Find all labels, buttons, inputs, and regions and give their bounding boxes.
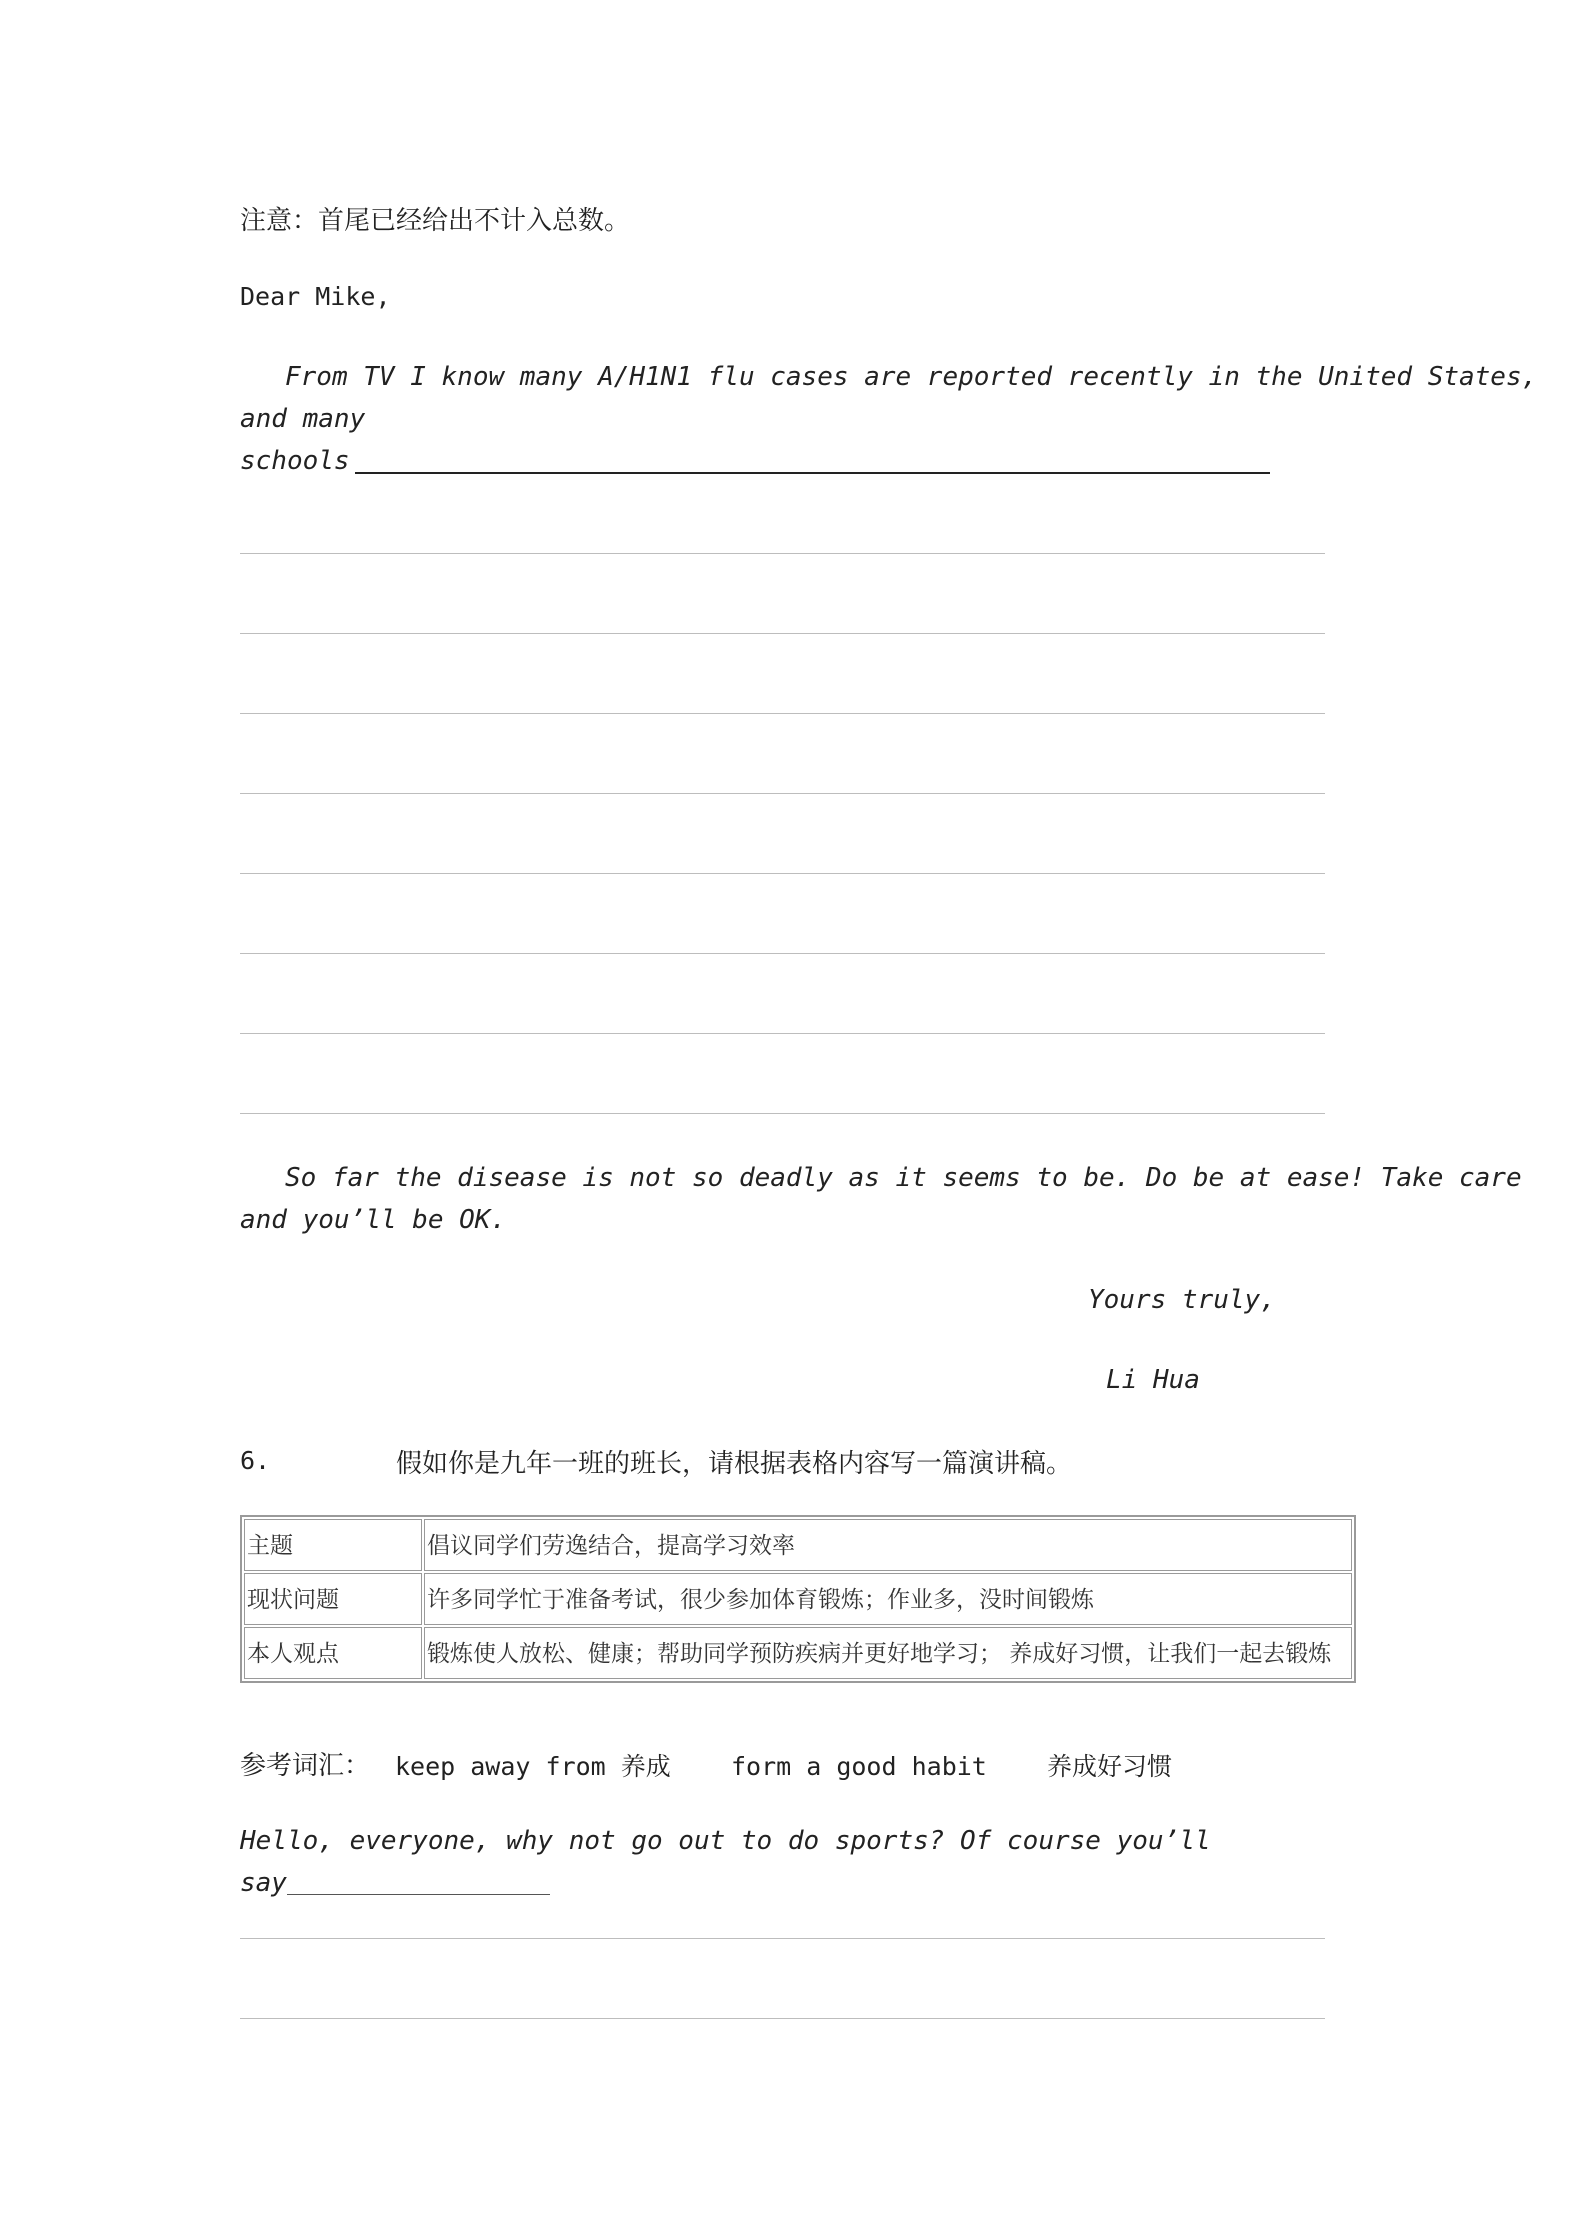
answer-blank-schools[interactable] <box>355 472 1270 474</box>
answer-line[interactable] <box>240 873 1325 874</box>
letter-opening-line3: schools <box>240 446 350 476</box>
table-row <box>244 1627 1352 1679</box>
letter-signature: Li Hua <box>1106 1365 1200 1395</box>
table-key: 本人观点 <box>244 1627 422 1679</box>
letter-signoff: Yours truly, <box>1088 1285 1276 1315</box>
vocab-label: 参考词汇： <box>240 1751 371 1781</box>
answer-line[interactable] <box>240 2018 1325 2019</box>
answer-line[interactable] <box>240 793 1325 794</box>
table-value: 倡议同学们劳逸结合，提高学习效率 <box>424 1519 1352 1571</box>
letter-opening-line1: From TV I know many A/H1N1 flu cases are reported recently in the United States, <box>285 362 1538 392</box>
answer-line[interactable] <box>240 553 1325 554</box>
question-number: 6. <box>240 1446 271 1475</box>
question-prompt: 假如你是九年一班的班长，请根据表格内容写一篇演讲稿。 <box>396 1449 1073 1479</box>
letter-closing-line1: So far the disease is not so deadly as it seems to be. Do be at ease! Take care <box>285 1163 1522 1193</box>
table-row <box>244 1573 1352 1625</box>
table-row <box>244 1519 1352 1571</box>
vocab-items: keep away from 养成 form a good habit 养成好习惯 <box>395 1752 1173 1781</box>
answer-line[interactable] <box>240 1938 1325 1939</box>
answer-blank-say[interactable] <box>287 1894 550 1895</box>
speech-line2: say <box>240 1868 287 1898</box>
note: 注意：首尾已经给出不计入总数。 <box>240 206 631 236</box>
letter-opening-line2: and many <box>240 404 366 434</box>
letter-closing-line2: and you’ll be OK. <box>240 1205 507 1235</box>
table-key: 现状问题 <box>244 1573 422 1625</box>
answer-line[interactable] <box>240 633 1325 634</box>
speech-line1: Hello, everyone, why not go out to do sports? Of course you’ll <box>240 1826 1211 1856</box>
info-table <box>240 1515 1356 1683</box>
letter-salutation: Dear Mike, <box>240 282 391 311</box>
answer-line[interactable] <box>240 1033 1325 1034</box>
table-value: 许多同学忙于准备考试，很少参加体育锻炼；作业多，没时间锻炼 <box>424 1573 1352 1625</box>
answer-line[interactable] <box>240 953 1325 954</box>
table-key: 主题 <box>244 1519 422 1571</box>
answer-line[interactable] <box>240 713 1325 714</box>
answer-line[interactable] <box>240 1113 1325 1114</box>
table-value: 锻炼使人放松、健康；帮助同学预防疾病并更好地学习； 养成好习惯，让我们一起去锻炼 <box>424 1627 1352 1679</box>
